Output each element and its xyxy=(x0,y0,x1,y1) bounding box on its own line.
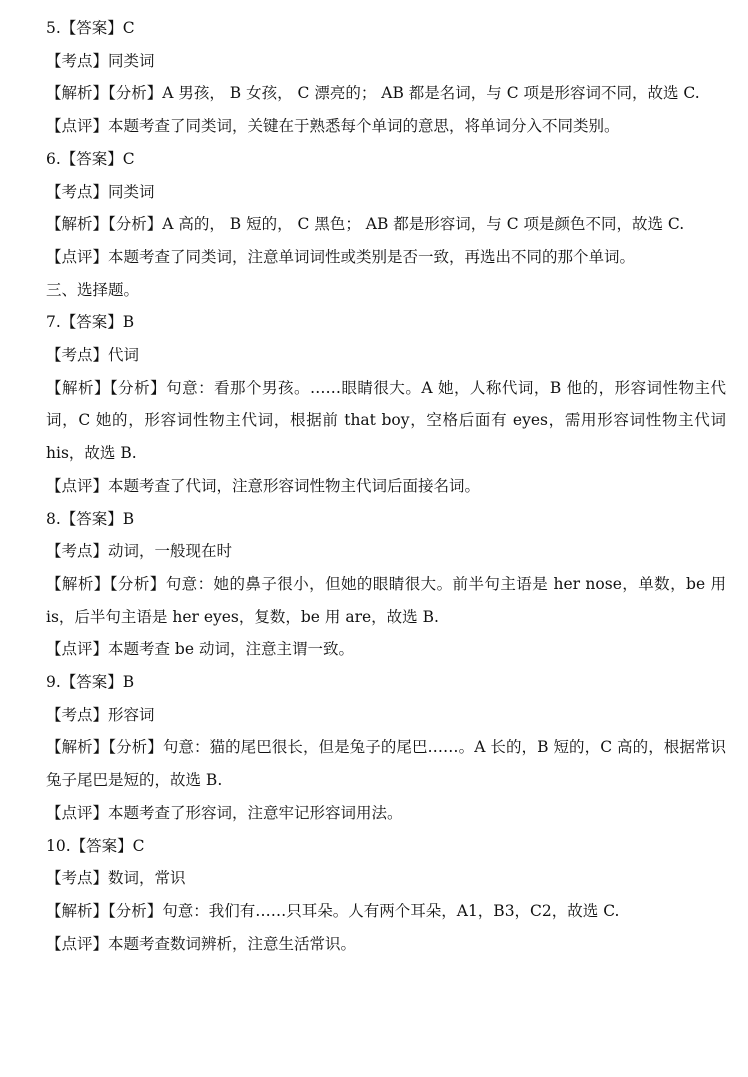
comment-line: 【点评】本题考查了同类词，注意单词词性或类别是否一致，再选出不同的那个单词。 xyxy=(46,247,636,266)
answer-line: 5.【答案】C xyxy=(46,19,135,37)
analysis-paragraph: 【解析】【分析】A 高的， B 短的， C 黑色； AB 都是形容词，与 C 项是颜色不同，故选 C. xyxy=(46,215,685,234)
section-heading: 三、选择题。 xyxy=(46,280,140,299)
answer-line: 7.【答案】B xyxy=(46,313,135,332)
question-block-9 xyxy=(46,666,726,830)
question-block-7 xyxy=(46,306,726,502)
key-point-line: 【考点】代词 xyxy=(46,346,140,365)
analysis-paragraph: 【解析】【分析】A 男孩， B 女孩， C 漂亮的； AB 都是名词，与 C 项是形容词不同，故选 C. xyxy=(46,84,700,103)
answer-line: 9.【答案】B xyxy=(46,673,135,692)
key-point-line: 【考点】同类词 xyxy=(46,182,155,201)
question-block-5 xyxy=(46,12,726,143)
key-point-line: 【考点】形容词 xyxy=(46,705,155,724)
answer-document xyxy=(46,12,726,960)
question-block-10 xyxy=(46,830,726,961)
analysis-paragraph: 【解析】【分析】句意：猫的尾巴很长，但是兔子的尾巴……。A 长的，B 短的，C 高的，根据常识兔子尾巴是短的，故选 B. xyxy=(46,738,726,790)
question-block-6 xyxy=(46,143,726,274)
analysis-paragraph: 【解析】【分析】句意：我们有……只耳朵。人有两个耳朵，A1，B3，C2，故选 C. xyxy=(46,901,620,920)
comment-line: 【点评】本题考查了形容词，注意牢记形容词用法。 xyxy=(46,803,403,822)
key-point-line: 【考点】数词，常识 xyxy=(46,869,186,888)
analysis-paragraph: 【解析】【分析】句意：看那个男孩。……眼睛很大。A 她，人称代词，B 他的，形容词性物主代词，C 她的，形容词性物主代词，根据前 that boy，空格后面有 eyes，需用形容词性物主代词 his，故选 B. xyxy=(46,378,726,463)
answer-line: 10.【答案】C xyxy=(46,836,145,855)
key-point-line: 【考点】同类词 xyxy=(46,51,155,70)
key-point-line: 【考点】动词，一般现在时 xyxy=(46,542,233,561)
question-block-8 xyxy=(46,503,726,667)
comment-line: 【点评】本题考查了同类词，关键在于熟悉每个单词的意思，将单词分入不同类别。 xyxy=(46,117,620,136)
comment-line: 【点评】本题考查数词辨析，注意生活常识。 xyxy=(46,934,357,953)
comment-line: 【点评】本题考查 be 动词，注意主谓一致。 xyxy=(46,640,354,659)
analysis-paragraph: 【解析】【分析】句意：她的鼻子很小，但她的眼睛很大。前半句主语是 her nose，单数，be 用 is，后半句主语是 her eyes，复数，be 用 are，故选 B. xyxy=(46,574,726,626)
answer-line: 8.【答案】B xyxy=(46,509,135,528)
answer-line: 6.【答案】C xyxy=(46,149,135,168)
comment-line: 【点评】本题考查了代词，注意形容词性物主代词后面接名词。 xyxy=(46,476,481,495)
